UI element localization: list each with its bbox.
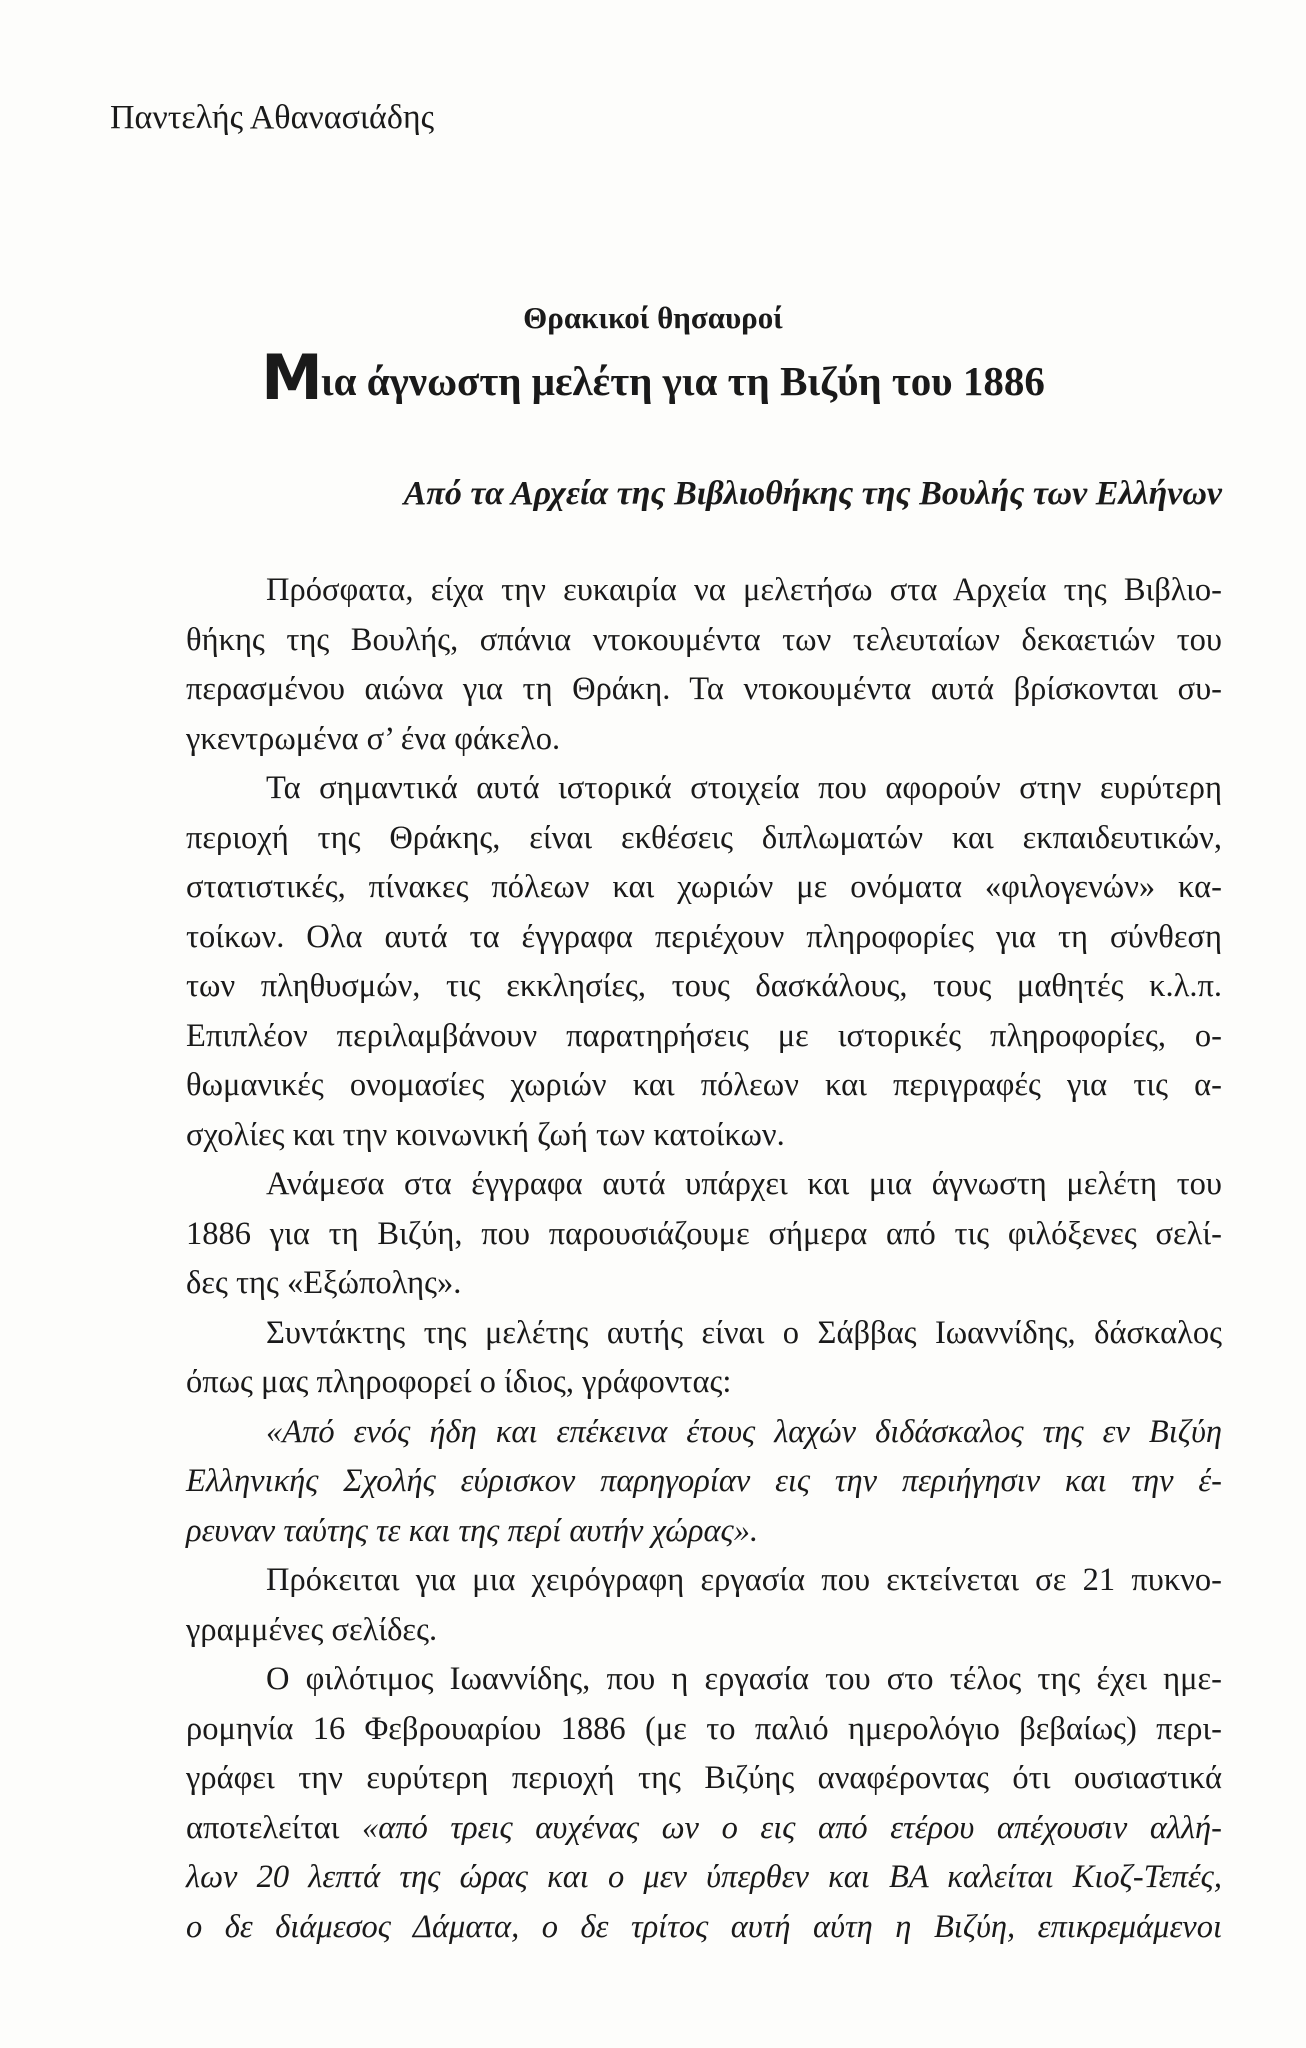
body-line: Συντάκτης της μελέτης αυτής είναι ο Σάββας Ιωαννίδης, δάσκαλος [266,1314,1222,1351]
series-heading: Θρακικοί θησαυροί [523,300,783,335]
body-line: Ο φιλότιμος Ιωαννίδης, που η εργασία του στο τέλος της έχει ημε- [266,1661,1222,1697]
quote-line: Ελληνικής Σχολής εύρισκον παρηγορίαν εις την περιήγησιν και την έ- [186,1463,1222,1499]
body-line: Επιπλέον περιλαμβάνουν παρατηρήσεις με ιστορικές πληροφορίες, ο- [186,1017,1222,1054]
body-line: σχολίες και την κοινωνική ζωή των κατοίκων. [186,1116,785,1153]
quote-line: ο δε διάμεσος Δάματα, ο δε τρίτος αυτή αύτη η Βιζύη, επικρεμάμενοι [186,1908,1222,1945]
quote-line: ρευναν ταύτης τε και της περί αυτήν χώρας». [186,1512,759,1549]
article-title [0,341,1306,414]
body-line: γράφει την ευρύτερη περιοχή της Βιζύης αναφέροντας ότι ουσιαστικά [186,1760,1222,1796]
body-line: γκεντρωμένα σ’ ένα φάκελο. [186,720,561,757]
body-line: στατιστικές, πίνακες πόλεων και χωριών με ονόματα «φιλογενών» κα- [186,869,1222,905]
body-line: όπως μας πληροφορεί ο ίδιος, γράφοντας: [186,1364,732,1400]
title-text: ια άγνωστη μελέτη για τη Βιζύη του 1886 [320,358,1045,404]
body-line: Πρόκειται για μια χειρόγραφη εργασία που εκτείνεται σε 21 πυκνο- [266,1562,1222,1598]
quote-line: λων 20 λεπτά της ώρας και ο μεν ύπερθεν και ΒΑ καλείται Κιοζ-Τεπές, [186,1859,1222,1895]
body-line: Ανάμεσα στα έγγραφα αυτά υπάρχει και μια άγνωστη μελέτη του [266,1166,1222,1202]
body-line: περασμένου αιώνα για τη Θράκη. Τα ντοκουμέντα αυτά βρίσκονται συ- [186,671,1222,707]
quote-inline: «από τρεις αυχένας ων ο εις από ετέρου απέχουσιν αλλή- [361,1809,1222,1846]
title-dropcap: Μ [261,341,321,414]
body-line: των πληθυσμών, τις εκκλησίες, τους δασκάλους, τους μαθητές κ.λ.π. [186,968,1222,1004]
body-line-mixed [186,1804,1222,1854]
body-line: θήκης της Βουλής, σπάνια ντοκουμέντα των τελευταίων δεκαετιών του [186,621,1222,658]
body-line: Τα σημαντικά αυτά ιστορικά στοιχεία που αφορούν στην ευρύτερη [266,770,1222,806]
body-line-start: αποτελείται [186,1809,340,1846]
author-name: Παντελής Αθανασιάδης [110,99,435,136]
article-body [186,566,1222,1952]
body-line: Πρόσφατα, είχα την ευκαιρία να μελετήσω στα Αρχεία της Βιβλιο- [266,572,1222,608]
article-subtitle: Από τα Αρχεία της Βιβλιοθήκης της Βουλής των Ελλήνων [403,475,1222,512]
body-line: 1886 για τη Βιζύη, που παρουσιάζουμε σήμερα από τις φιλόξενες σελί- [186,1215,1222,1252]
body-line: γραμμένες σελίδες. [186,1611,438,1648]
body-line: ρομηνία 16 Φεβρουαρίου 1886 (με το παλιό ημερολόγιο βεβαίως) περι- [186,1710,1222,1747]
body-line: περιοχή της Θράκης, είναι εκθέσεις διπλωματών και εκπαιδευτικών, [186,819,1222,856]
body-line: δες της «Εξώπολης». [186,1265,462,1301]
body-line: θωμανικές ονομασίες χωριών και πόλεων και περιγραφές για τις α- [186,1067,1222,1103]
quote-line: «Από ενός ήδη και επέκεινα έτους λαχών διδάσκαλος της εν Βιζύη [266,1413,1222,1450]
body-line: τοίκων. Ολα αυτά τα έγγραφα περιέχουν πληροφορίες για τη σύνθεση [186,918,1222,955]
